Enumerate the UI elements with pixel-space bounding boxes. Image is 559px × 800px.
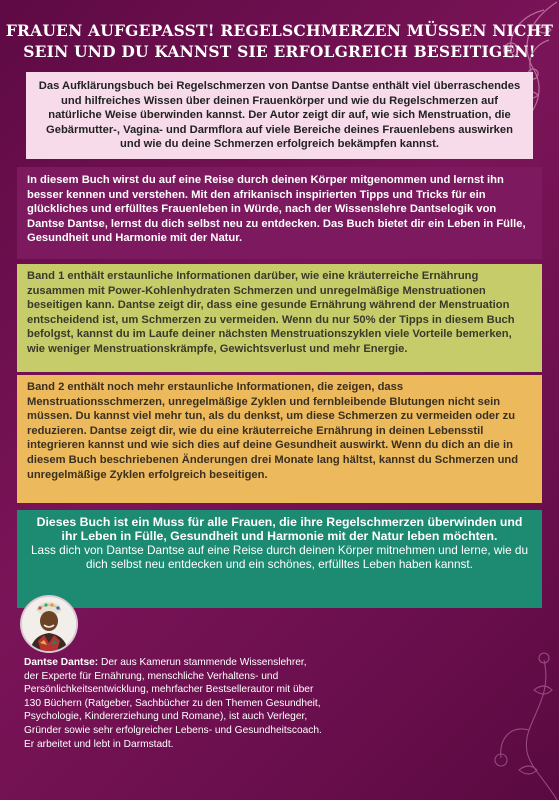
author-bio-text: Der aus Kamerun stammende Wissenslehrer, der Experte für Ernährung, menschliche Verhaltens- und Persönlichkeitsentwicklung, mehrfacher Bestsellerautor mit über 130 Büchern (Ratgeber, Sachbücher zu den Themen Gesundheit, Psychologie, Kindererziehung und Romane), ist auch Verleger, Gründer sowie sehr erfolgreicher Lebens- und Gesundheitscoach. Er arbeitet und lebt in Darmstadt. bbox=[24, 657, 322, 750]
summary-box bbox=[17, 510, 542, 608]
journey-box bbox=[17, 167, 542, 259]
author-portrait bbox=[22, 597, 76, 651]
volume-2-box bbox=[17, 375, 542, 503]
volume-1-text: Band 1 enthält erstaunliche Informationen darüber, wie eine kräuterreiche Ernährung zusammen mit Power-Kohlenhydraten Schmerzen und unregelmäßige Menstruationen beseitigen kann. Dantse zeigt dir, dass eine gesunde Ernährung während der Menstruation entscheidend ist, um Schmerzen zu vermeiden. Wenn du nur 50% der Tipps in diesem Buch befolgst, kannst du im Laufe deiner nächsten Menstruationszyklen viele Vorteile bemerken, wie weniger Menstruationskrämpfe, Gewichtsverlust und mehr Energie. bbox=[27, 270, 515, 355]
title-line-2: SEIN UND DU KANNST SIE ERFOLGREICH BESEITIGEN! bbox=[23, 42, 536, 61]
page-title bbox=[0, 20, 559, 62]
intro-box bbox=[26, 72, 533, 159]
title-line-1: FRAUEN AUFGEPASST! REGELSCHMERZEN MÜSSEN NICHT bbox=[5, 21, 554, 40]
floral-ornament-icon bbox=[439, 620, 559, 800]
journey-text: In diesem Buch wirst du auf eine Reise durch deinen Körper mitgenommen und lernst ihn besser kennen und verstehen. Mit den afrikanisch inspirierten Tipps und Tricks für ein glückliches und erfülltes Frauenleben in Würde, nach der Wissenslehre Dantselogik von Dantse Dantse, lernst du dich selbst neu zu entdecken. Das Buch bietet dir ein Leben in Fülle, Gesundheit und Harmonie mit der Natur. bbox=[27, 174, 526, 245]
author-name: Dantse Dantse: bbox=[24, 657, 99, 668]
volume-1-box bbox=[17, 264, 542, 372]
author-portrait-image bbox=[22, 597, 76, 651]
volume-2-text: Band 2 enthält noch mehr erstaunliche Informationen, die zeigen, dass Menstruationsschmerzen, unregelmäßige Zyklen und fernbleibende Blutungen nicht sein müssen. Du kannst viel mehr tun, als du denkst, um diese Schmerzen zu vermeiden oder zu reduzieren. Dantse zeigt dir, wie du eine kräuterreiche Ernährung in deinen Lebensstil integrieren kannst und wie sich dies auf deine Gesundheit auswirkt. Wenn du dich an die in diesem Buch beschriebenen Änderungen drei Monate lang hältst, kannst du Schmerzen und unregelmäßige Zyklen erfolgreich beseitigen. bbox=[27, 381, 519, 481]
intro-text: Das Aufklärungsbuch bei Regelschmerzen von Dantse Dantse enthält viel überraschendes und hilfreiches Wissen über deinen Frauenkörper und wie du Regelschmerzen auf natürliche Weise überwinden kannst. Der Autor zeigt dir auf, wie sich Menstruation, die Gebärmutter-, Vagina- und Darmflora auf viele Bereiche deines Frauenlebens auswirken und wie du deine Schmerzen erfolgreich bekämpfen kannst. bbox=[38, 80, 521, 151]
summary-sub: Lass dich von Dantse Dantse auf eine Reise durch deinen Körper mitnehmen und lerne, wie du dich selbst neu entdecken und ein schönes, erfülltes Leben haben kannst. bbox=[30, 543, 529, 571]
author-bio bbox=[24, 656, 324, 751]
summary-lead: Dieses Buch ist ein Muss für alle Frauen, die ihre Regelschmerzen überwinden und ihr Leben in Fülle, Gesundheit und Harmonie mit der Natur leben möchten. bbox=[36, 515, 523, 543]
